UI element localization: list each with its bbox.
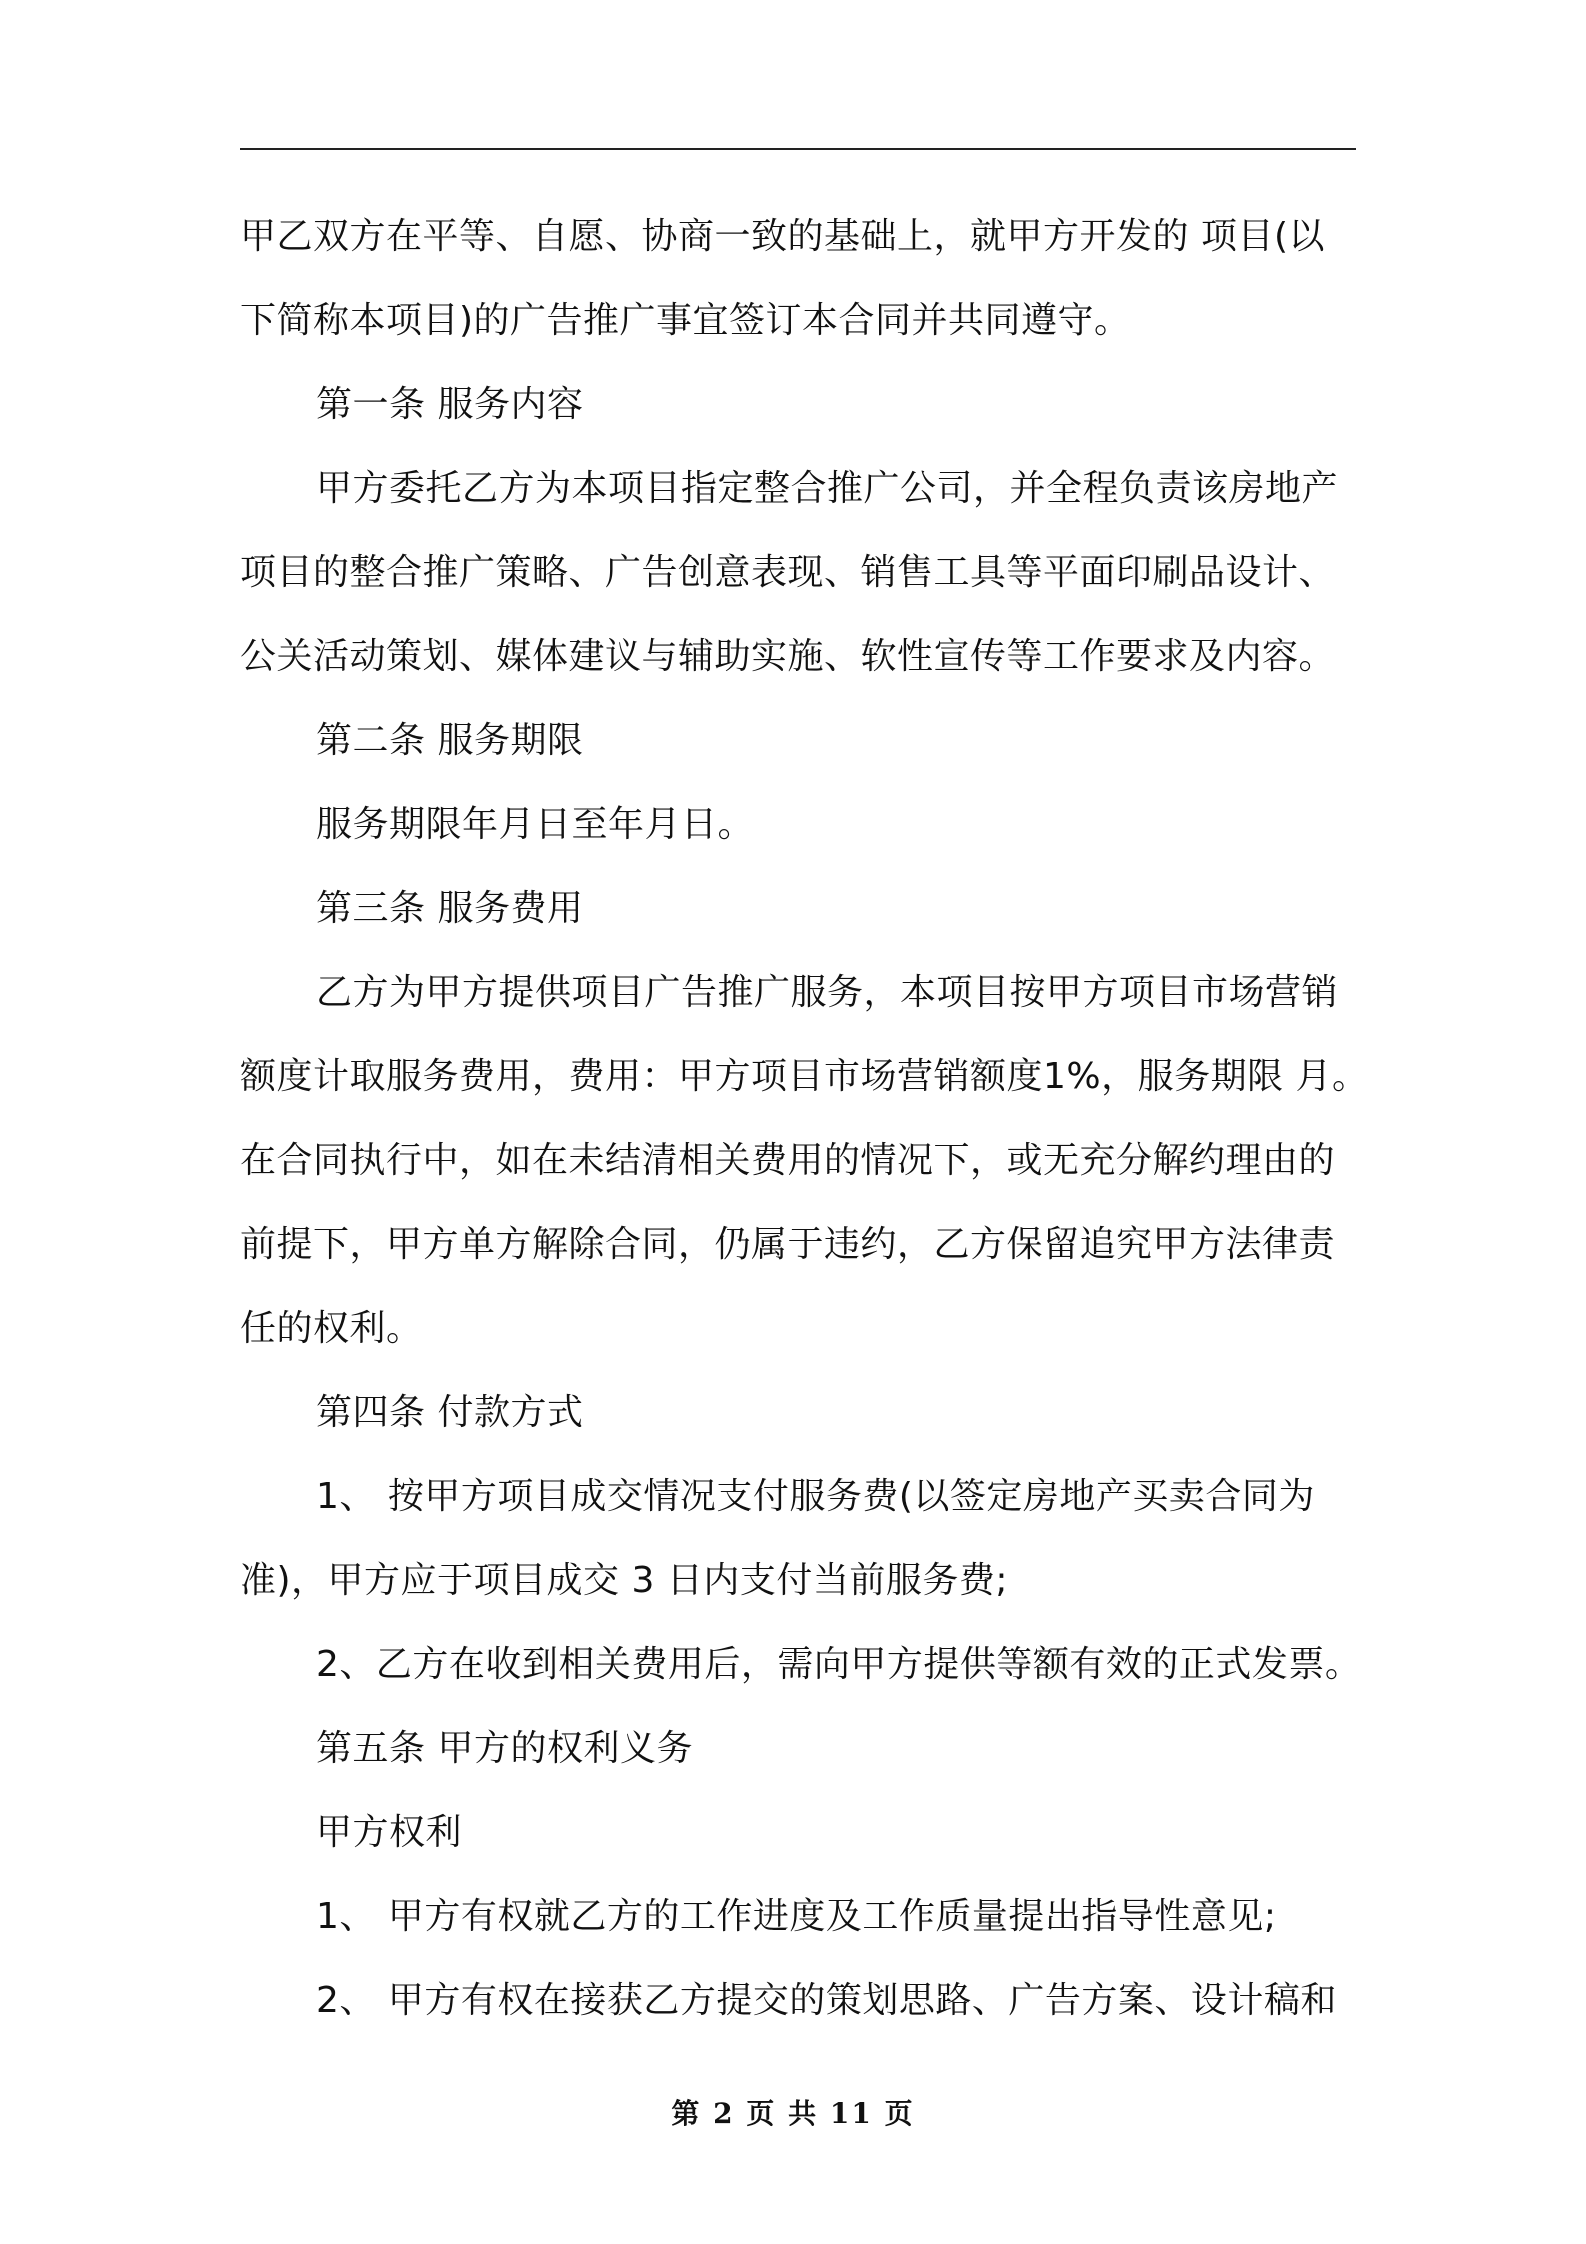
header-rule bbox=[240, 148, 1356, 150]
text-line: 甲方委托乙方为本项目指定整合推广公司，并全程负责该房地产 bbox=[316, 468, 1339, 509]
text-line: 1、 甲方有权就乙方的工作进度及工作质量提出指导性意见; bbox=[316, 1896, 1277, 1937]
text-line: 准)，甲方应于项目成交 3 日内支付当前服务费; bbox=[240, 1560, 1008, 1601]
text-line: 下简称本项目)的广告推广事宜签订本合同并共同遵守。 bbox=[240, 300, 1131, 341]
text-line: 1、 按甲方项目成交情况支付服务费(以签定房地产买卖合同为 bbox=[316, 1476, 1315, 1517]
text-line: 2、乙方在收到相关费用后，需向甲方提供等额有效的正式发票。 bbox=[316, 1644, 1362, 1685]
text-line: 额度计取服务费用，费用：甲方项目市场营销额度1%，服务期限 月。 bbox=[240, 1056, 1369, 1097]
text-line: 甲乙双方在平等、自愿、协商一致的基础上，就甲方开发的 项目(以 bbox=[240, 216, 1325, 257]
page-footer: 第 2 页 共 11 页 bbox=[671, 2097, 915, 2130]
text-line: 乙方为甲方提供项目广告推广服务，本项目按甲方项目市场营销 bbox=[316, 972, 1339, 1013]
text-line: 第三条 服务费用 bbox=[316, 888, 584, 929]
text-line: 前提下，甲方单方解除合同，仍属于违约，乙方保留追究甲方法律责 bbox=[240, 1224, 1336, 1265]
text-line: 服务期限年月日至年月日。 bbox=[316, 804, 755, 845]
text-line: 第四条 付款方式 bbox=[316, 1392, 584, 1433]
text-line: 任的权利。 bbox=[240, 1308, 423, 1349]
document-body bbox=[240, 195, 1369, 2043]
text-line: 在合同执行中，如在未结清相关费用的情况下，或无充分解约理由的 bbox=[240, 1140, 1336, 1181]
text-line: 第一条 服务内容 bbox=[316, 384, 584, 425]
text-line: 第二条 服务期限 bbox=[316, 720, 584, 761]
text-line: 项目的整合推广策略、广告创意表现、销售工具等平面印刷品设计、 bbox=[240, 552, 1336, 593]
text-line: 2、 甲方有权在接获乙方提交的策划思路、广告方案、设计稿和 bbox=[316, 1980, 1337, 2021]
text-line: 第五条 甲方的权利义务 bbox=[316, 1728, 693, 1769]
text-line: 公关活动策划、媒体建议与辅助实施、软性宣传等工作要求及内容。 bbox=[240, 636, 1336, 677]
text-line: 甲方权利 bbox=[316, 1812, 463, 1853]
